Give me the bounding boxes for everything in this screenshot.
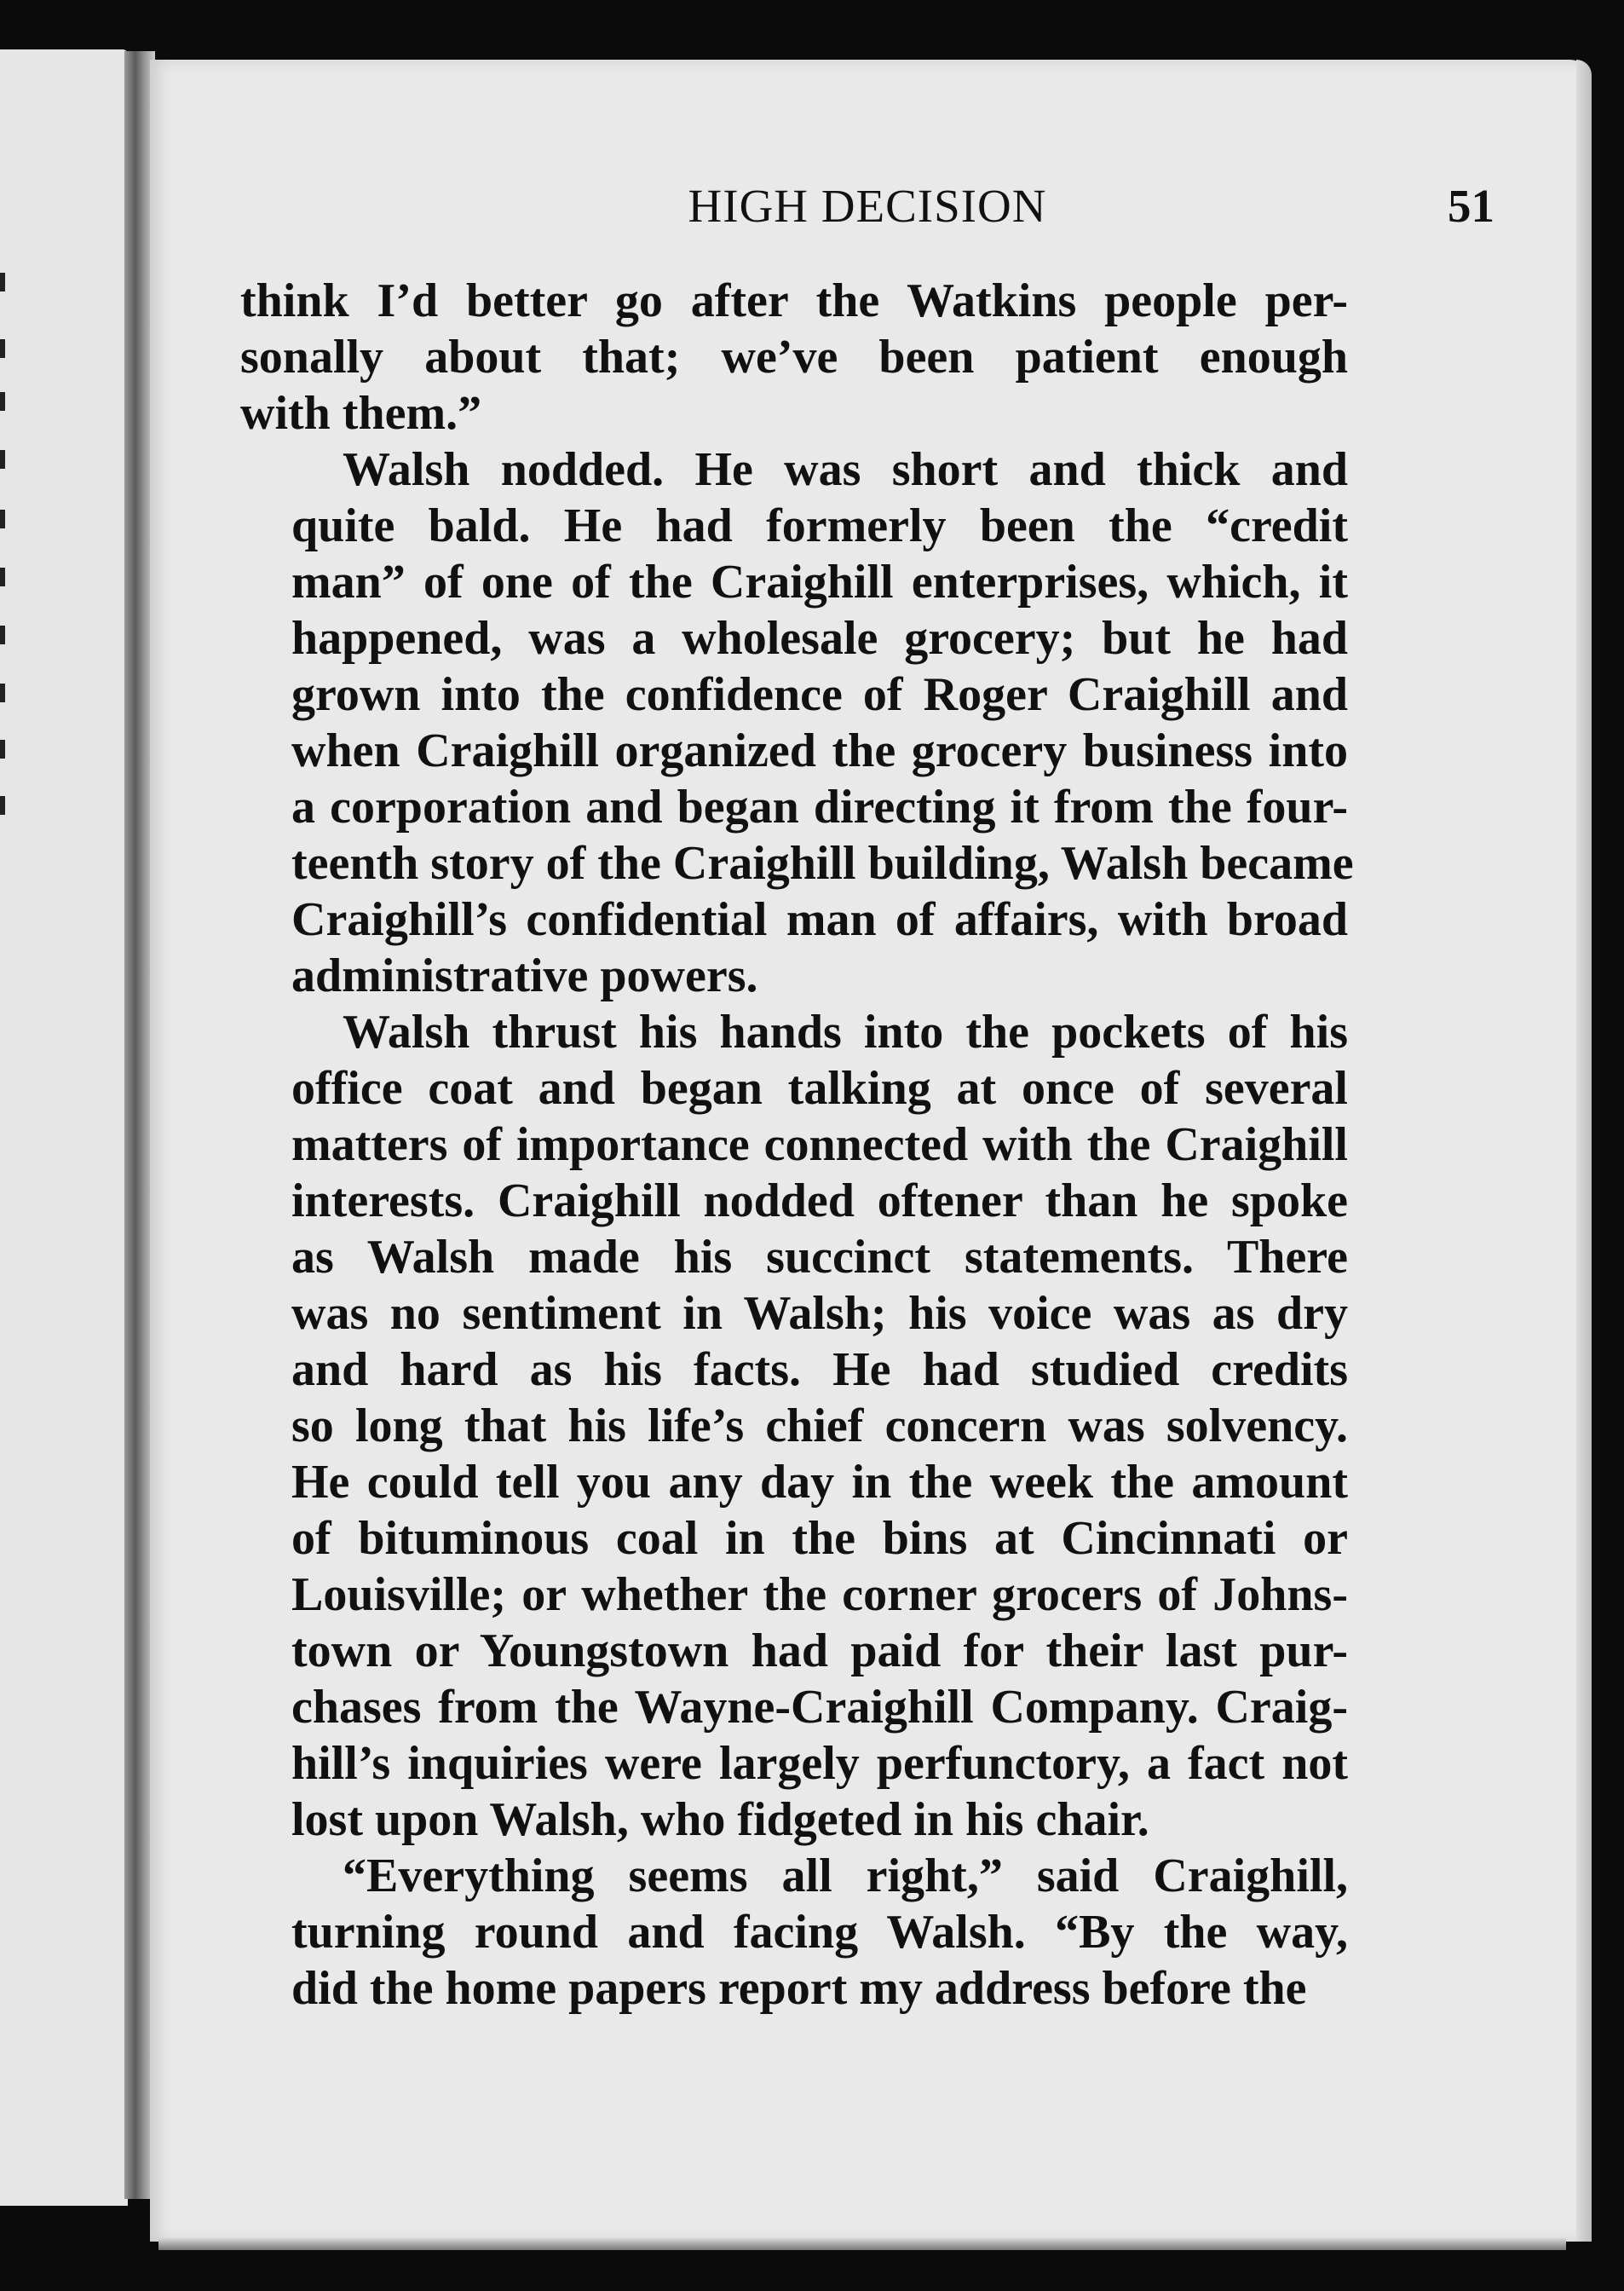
page-edge [1576,60,1592,2242]
text-line: was no sentiment in Walsh; his voice was as dry [291,1287,1348,1340]
facing-page [0,49,128,2206]
text-line: teenth story of the Craighill building, Walsh became [291,837,1354,890]
text-line: administrative powers. [291,949,758,1002]
text-line: chases from the Wayne-Craighill Company. Craig- [291,1681,1348,1734]
text-line: when Craighill organized the grocery business into [291,724,1348,777]
running-head [240,179,1494,239]
text-line: of bituminous coal in the bins at Cincinnati or [291,1512,1348,1565]
text-line: turning round and facing Walsh. “By the way, [291,1906,1348,1959]
text-line: town or Youngstown had paid for their last pur- [291,1624,1348,1677]
paragraph [240,441,1354,1004]
text-line: Louisville; or whether the corner grocers of Johns- [291,1568,1348,1621]
text-line: as Walsh made his succinct statements. There [291,1231,1348,1284]
text-line: “Everything seems all right,” said Craighill, [343,1850,1348,1902]
text-line: a corporation and began directing it from the four- [291,781,1348,834]
text-line: He could tell you any day in the week the amount [291,1456,1348,1509]
body-text [240,273,1354,2017]
page-bottom-edge [158,2238,1566,2250]
paragraph [240,1848,1348,2017]
paragraph [240,273,1348,441]
text-line: man” of one of the Craighill enterprises, which, it [291,556,1348,609]
text-line: hill’s inquiries were largely perfunctory, a fact not [291,1737,1348,1790]
text-line: sonally about that; we’ve been patient enough [240,331,1348,384]
text-line: office coat and began talking at once of several [291,1062,1348,1115]
text-line: happened, was a wholesale grocery; but he had [291,612,1348,665]
text-line: interests. Craighill nodded oftener than he spoke [291,1174,1348,1227]
text-line: matters of importance connected with the Craighill [291,1118,1348,1171]
text-line: did the home papers report my address before the [291,1962,1307,2015]
running-title: HIGH DECISION [688,180,1047,232]
text-line: lost upon Walsh, who fidgeted in his chair. [291,1793,1149,1846]
paragraph [240,1004,1348,1848]
text-line: Walsh thrust his hands into the pockets of his [343,1006,1348,1059]
text-line: Craighill’s confidential man of affairs, with broad [291,893,1348,946]
text-line: with them.” [240,387,482,440]
facing-page-text-edge [0,49,10,2206]
book-page [150,60,1592,2242]
text-line: think I’d better go after the Watkins people per- [240,274,1348,327]
text-line: quite bald. He had formerly been the “credit [291,499,1348,552]
page-number: 51 [1448,180,1494,232]
text-line: Walsh nodded. He was short and thick and [343,443,1348,496]
text-line: so long that his life’s chief concern was solvency. [291,1399,1348,1452]
text-line: grown into the confidence of Roger Craighill and [291,668,1348,721]
text-line: and hard as his facts. He had studied credits [291,1343,1348,1396]
